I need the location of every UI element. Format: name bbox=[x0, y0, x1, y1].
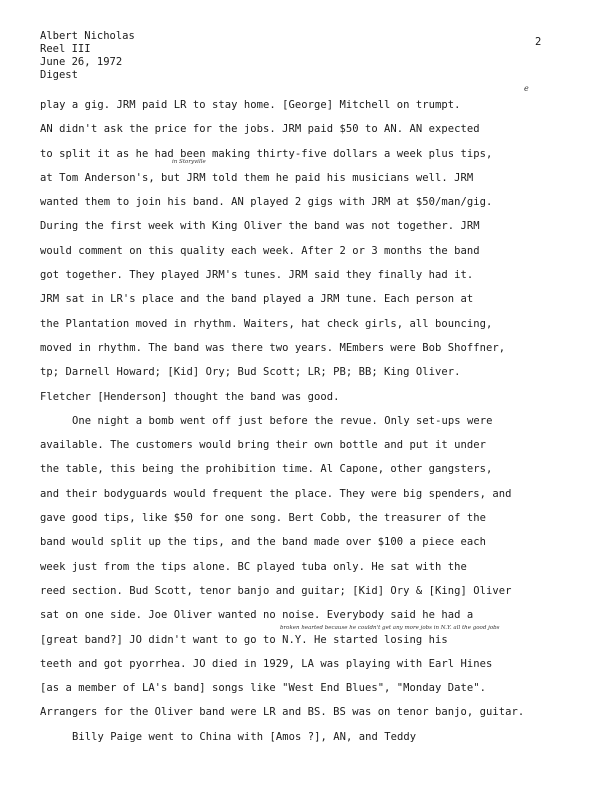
text-line: Arrangers for the Oliver band were LR and BS. BS was on tenor banjo, guitar. bbox=[40, 706, 525, 719]
text-line: [as a member of LA's band] songs like "West End Blues", "Monday Date". bbox=[40, 682, 487, 695]
text-line: at Tom Anderson's, but JRM told them he paid his musicians well. JRM bbox=[40, 171, 474, 184]
text-line: moved in rhythm. The band was there two years. MEmbers were Bob Shoffner, bbox=[40, 341, 506, 354]
document-header bbox=[40, 30, 135, 82]
handwritten-insert-death: broken hearted because he couldn't get any more jobs in N.Y. all the good jobs bbox=[280, 625, 500, 631]
text-line: play a gig. JRM paid LR to stay home. [George] Mitchell on trumpt. bbox=[40, 99, 461, 111]
text-line: to split it as he had been making thirty-five dollars a week plus tips, bbox=[40, 147, 493, 160]
text-line: would comment on this quality each week. After 2 or 3 months the band bbox=[40, 244, 480, 257]
paragraph-start-line: Billy Paige went to China with [Amos ?], AN, and Teddy bbox=[72, 730, 417, 743]
text-line: sat on one side. Joe Oliver wanted no noise. Everybody said he had a bbox=[40, 609, 474, 622]
document-type: Digest bbox=[40, 69, 78, 81]
text-line: week just from the tips alone. BC played tuba only. He sat with the bbox=[40, 560, 467, 573]
text-line: AN didn't ask the price for the jobs. JRM paid $50 to AN. AN expected bbox=[40, 123, 480, 136]
text-line: Fletcher [Henderson] thought the band was good. bbox=[40, 390, 340, 403]
text-line: tp; Darnell Howard; [Kid] Ory; Bud Scott; LR; PB; BB; King Oliver. bbox=[40, 366, 461, 379]
text-line: teeth and got pyorrhea. JO died in 1929, LA was playing with Earl Hines bbox=[40, 657, 493, 670]
paragraph-start-line: One night a bomb went off just before the revue. Only set-ups were bbox=[72, 414, 493, 427]
text-line: the Plantation moved in rhythm. Waiters, hat check girls, all bouncing, bbox=[40, 317, 493, 330]
text-line: During the first week with King Oliver the band was not together. JRM bbox=[40, 220, 480, 233]
text-line: JRM sat in LR's place and the band played a JRM tune. Each person at bbox=[40, 293, 474, 306]
page-number: 2 bbox=[535, 36, 542, 48]
text-line: band would split up the tips, and the band made over $100 a piece each bbox=[40, 536, 487, 549]
reel-label: Reel III bbox=[40, 43, 91, 55]
handwritten-insert-anderson: in Storyville bbox=[172, 159, 206, 165]
text-line: the table, this being the prohibition time. Al Capone, other gangsters, bbox=[40, 463, 493, 476]
text-line: gave good tips, like $50 for one song. Bert Cobb, the treasurer of the bbox=[40, 512, 487, 525]
text-line: and their bodyguards would frequent the place. They were big spenders, and bbox=[40, 487, 512, 500]
text-line: available. The customers would bring their own bottle and put it under bbox=[40, 439, 487, 452]
text-line: [great band?] JO didn't want to go to N.Y. He started losing his bbox=[40, 633, 448, 646]
transcript-body bbox=[40, 93, 585, 749]
text-line: wanted them to join his band. AN played 2 gigs with JRM at $50/man/gig. bbox=[40, 196, 493, 209]
text-line: reed section. Bud Scott, tenor banjo and guitar; [Kid] Ory & [King] Oliver bbox=[40, 584, 512, 597]
text-line: got together. They played JRM's tunes. JRM said they finally had it. bbox=[40, 269, 474, 282]
interview-date: June 26, 1972 bbox=[40, 56, 123, 68]
interviewee-name: Albert Nicholas bbox=[40, 30, 135, 42]
handwritten-correction-trumpet: e bbox=[524, 84, 529, 93]
